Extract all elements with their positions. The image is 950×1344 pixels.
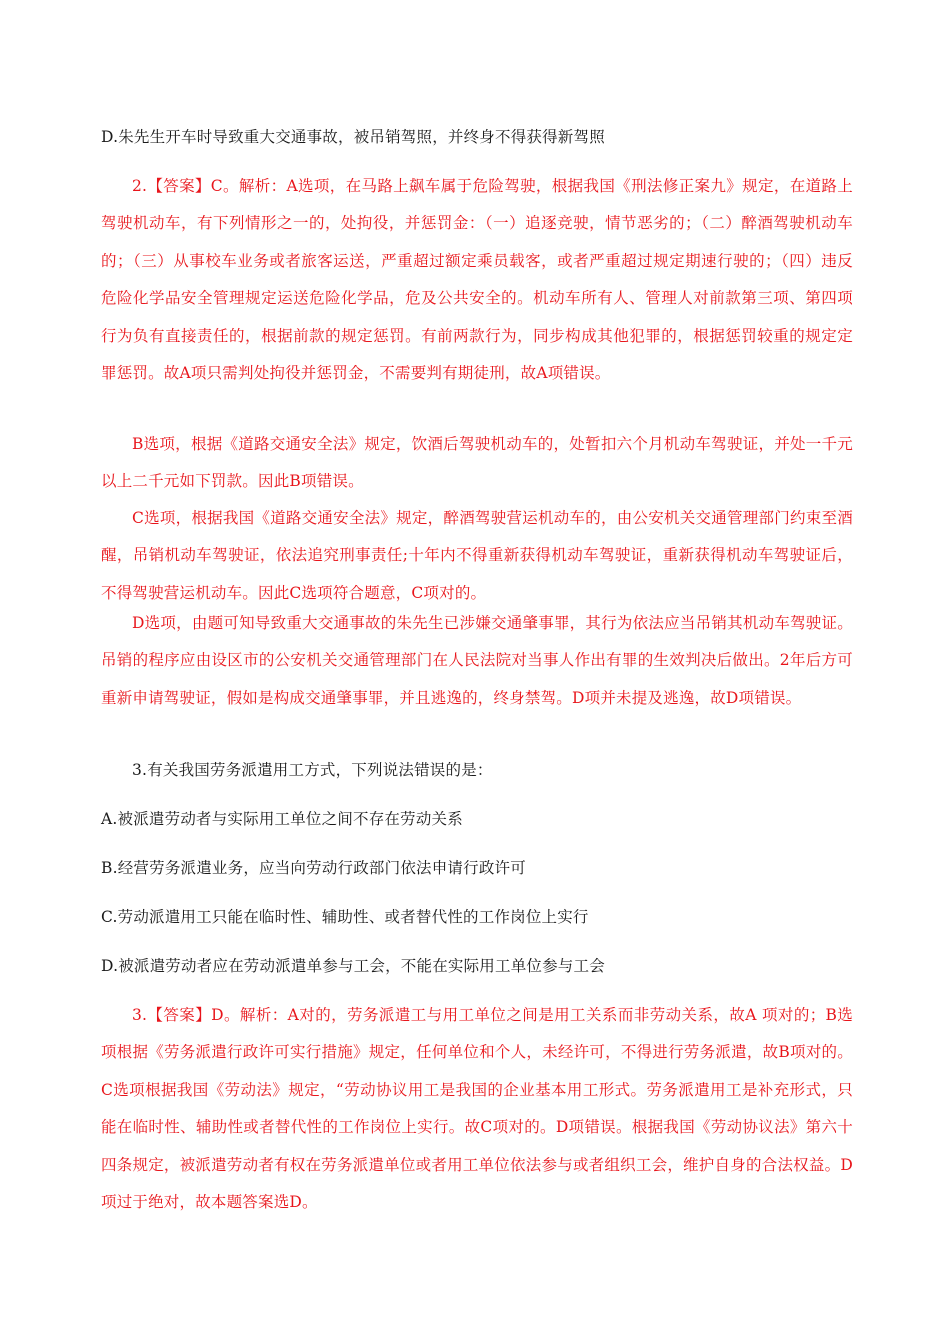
answer-2-analysis: 2.【答案】C。解析：A选项，在马路上飙车属于危险驾驶，根据我国《刑法修正案九》规定，在道路上驾驶机动车，有下列情形之一的，处拘役，并惩罚金：（一）追逐竞驶，情节恶劣的；（二）醉酒驾驶机动车的；（三）从事校车业务或者旅客运送，严重超过额定乘员载客，或者严重超过规定期速行驶的；（四）违反危险化学品安全管理规定运送危险化学品，危及公共安全的。机动车所有人、管理人对前款第三项、第四项行为负有直接责任的，根据前款的规定惩罚。有前两款行为，同步构成其他犯罪的，根据惩罚较重的规定定罪惩罚。故A项只需判处拘役并惩罚金，不需要判有期徒刑，故A项错误。 <box>101 177 853 383</box>
answer-2-option-d: D选项，由题可知导致重大交通事故的朱先生已涉嫌交通肇事罪，其行为依法应当吊销其机动车驾驶证。吊销的程序应由设区市的公安机关交通管理部门在人民法院对当事人作出有罪的生效判决后做出。2年后方可重新申请驾驶证，假如是构成交通肇事罪，并且逃逸的，终身禁驾。D项并未提及逃逸，故D项错误。 <box>101 614 853 707</box>
q2-option-d: D.朱先生开车时导致重大交通事故，被吊销驾照，并终身不得获得新驾照 <box>101 128 605 146</box>
question-3-option-d: D.被派遣劳动者应在劳动派遣单参与工会，不能在实际用工单位参与工会 <box>101 957 605 975</box>
question-3-option-c: C.劳动派遣用工只能在临时性、辅助性、或者替代性的工作岗位上实行 <box>101 908 589 926</box>
answer-2-option-c: C选项，根据我国《道路交通安全法》规定，醉酒驾驶营运机动车的，由公安机关交通管理部门约束至酒醒，吊销机动车驾驶证，依法追究刑事责任;十年内不得重新获得机动车驾驶证，重新获得机动车驾驶证后，不得驾驶营运机动车。因此C选项符合题意，C项对的。 <box>101 509 853 602</box>
question-3-option-b: B.经营劳务派遣业务，应当向劳动行政部门依法申请行政许可 <box>101 859 526 877</box>
answer-3-analysis: 3.【答案】D。解析：A对的，劳务派遣工与用工单位之间是用工关系而非劳动关系，故A 项对的；B选项根据《劳务派遣行政许可实行措施》规定，任何单位和个人，未经许可，不得进行劳务派遣，故B项对的。C选项根据我国《劳动法》规定，“劳动协议用工是我国的企业基本用工形式。劳务派遣用工是补充形式，只能在临时性、辅助性或者替代性的工作岗位上实行。故C项对的。D项错误。根据我国《劳动协议法》第六十四条规定，被派遣劳动者有权在劳务派遣单位或者用工单位依法参与或者组织工会，维护自身的合法权益。D项过于绝对，故本题答案选D。 <box>101 1006 853 1212</box>
answer-2-option-b: B选项，根据《道路交通安全法》规定，饮酒后驾驶机动车的，处暂扣六个月机动车驾驶证，并处一千元以上二千元如下罚款。因此B项错误。 <box>101 435 853 491</box>
question-3-option-a: A.被派遣劳动者与实际用工单位之间不存在劳动关系 <box>101 810 463 828</box>
question-3-stem: 3.有关我国劳务派遣用工方式，下列说法错误的是： <box>132 761 493 779</box>
